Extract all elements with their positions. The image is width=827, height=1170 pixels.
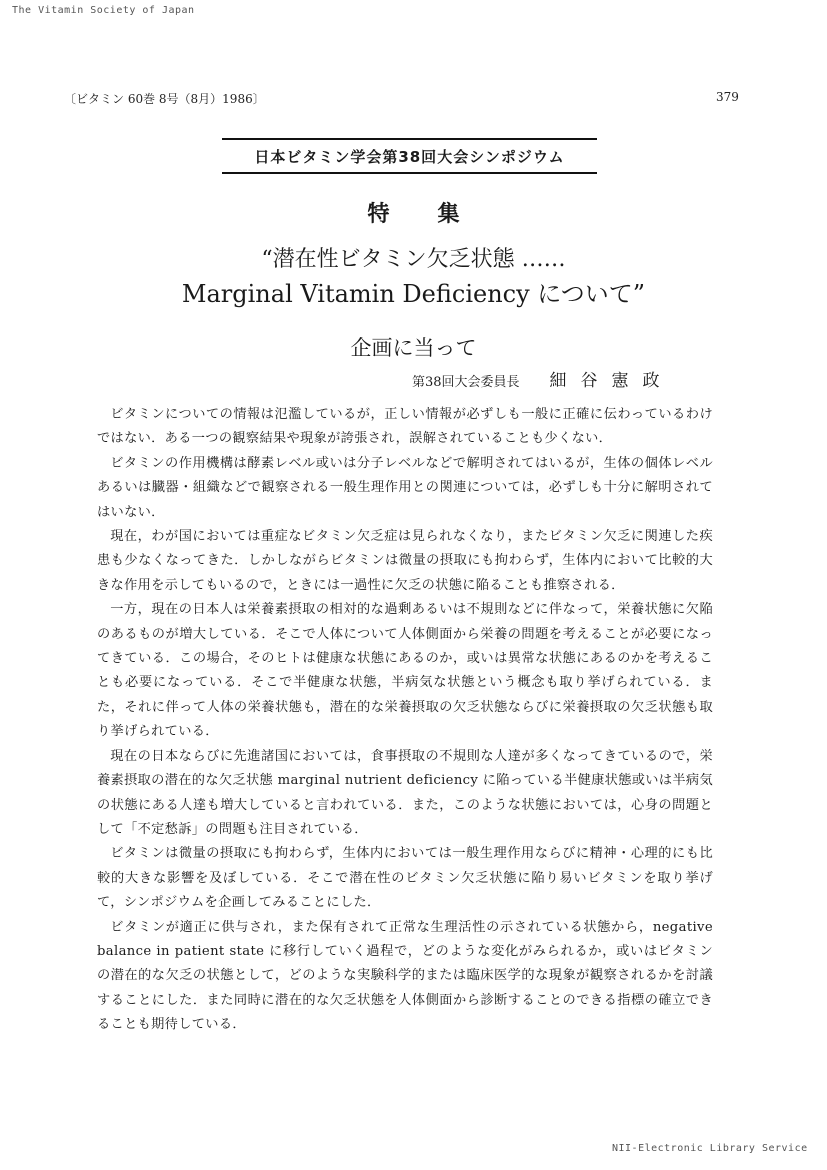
watermark-bottom: NII-Electronic Library Service xyxy=(612,1143,808,1154)
symposium-title: 日本ビタミン学会第38回大会シンポジウム xyxy=(254,147,565,166)
page-number: 379 xyxy=(716,90,739,104)
paragraph: 一方，現在の日本人は栄養素摂取の相対的な過剰あるいは不規則などに伴なって，栄養状態に欠陥のあるものが増大している．そこで人体について人体側面から栄養の問題を考えることが必要になってきている．この場合，そのヒトは健康な状態にあるのか，或いは異常な状態にあるのかを考えることも必要になっている．そこで半健康な状態，半病気な状態という概念も取り挙げられている．また，それに伴って人体の栄養状態も，潜在的な栄養摂取の欠乏状態ならびに栄養摂取の欠乏状態も取り挙げられている． xyxy=(97,602,713,740)
paragraph: ビタミンの作用機構は酵素レベル或いは分子レベルなどで解明されてはいるが，生体の個体レベルあるいは臓器・組織などで観察される一般生理作用との関連については，必ずしも十分に解明されてはいない． xyxy=(97,455,713,520)
paragraph: 現在の日本ならびに先進諸国においては，食事摂取の不規則な人達が多くなってきているので，栄養素摂取の潜在的な欠乏状態 marginal nutrient deficiency に陥っている半健康状態或いは半病気の状態にある人達も増大していると言われている．また，このような状態においては，心身の問題として「不定愁訴」の問題も注目されている． xyxy=(97,748,713,837)
paragraph: ビタミンは微量の摂取にも拘わらず，生体内においては一般生理作用ならびに精神・心理的にも比較的大きな影響を及ぼしている．そこで潜在性のビタミン欠乏状態に陥り易いビタミンを取り挙げて，シンポジウムを企画してみることにした． xyxy=(97,846,713,911)
title-line-2: Marginal Vitamin Deficiency について” xyxy=(181,280,646,308)
watermark-top: The Vitamin Society of Japan xyxy=(12,5,195,16)
paragraph: ビタミンについての情報は氾濫しているが，正しい情報が必ずしも一般に正確に伝わっているわけではない．ある一つの観察結果や現象が誇張され，誤解されていることも少くない． xyxy=(97,407,713,447)
symposium-banner xyxy=(222,138,597,174)
essay-title: 企画に当って xyxy=(350,336,477,360)
author-name: 細谷憲政 xyxy=(549,371,674,391)
running-head: 〔ビタミン 60巻 8号（8月）1986〕 xyxy=(64,92,265,106)
article-body xyxy=(97,403,713,1038)
paragraph: 現在，わが国においては重症なビタミン欠乏症は見られなくなり，またビタミン欠乏に関連した疾患も少なくなってきた．しかしながらビタミンは微量の摂取にも拘わらず，生体内において比較的大きな作用を示してもいるので，ときには一過性に欠乏の状態に陥ることも推察される． xyxy=(97,529,713,593)
paragraph: ビタミンが適正に供与され，また保有されて正常な生理活性の示されている状態から，negative balance in patient state に移行していく過程で，どのような変化がみられるか，或いはビタミンの潜在的な欠乏の状態として，どのような実験科学的または臨床医学的な現象が観察されるかを討議することにした．また同時に潜在的な欠乏状態を人体側面から診断することのできる指標の確立できることも期待している． xyxy=(97,919,713,1033)
title-line-1: “潜在性ビタミン欠乏状態 …… xyxy=(261,247,566,272)
special-feature-heading: 特集 xyxy=(367,202,508,227)
author-line xyxy=(412,366,674,391)
author-role: 第38回大会委員長 xyxy=(412,375,520,390)
